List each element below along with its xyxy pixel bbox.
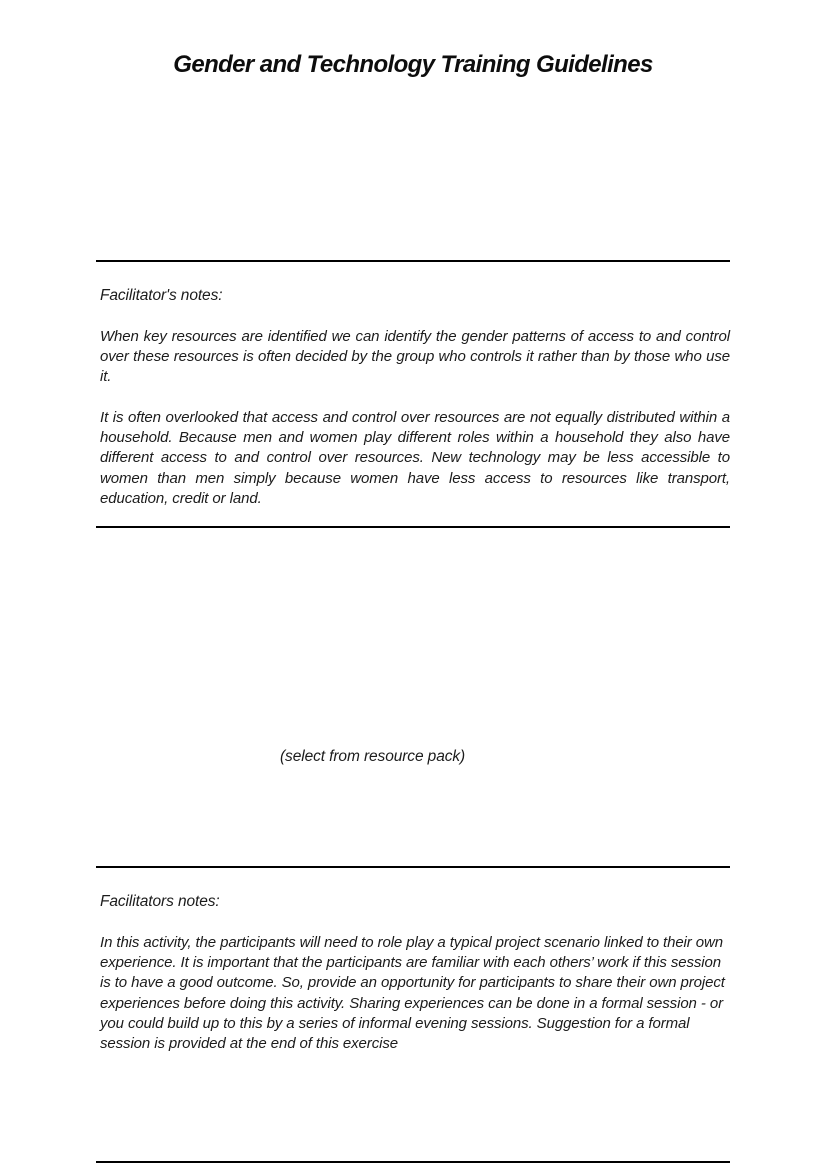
horizontal-rule-middle-upper	[96, 526, 730, 528]
horizontal-rule-middle-lower	[96, 866, 730, 868]
notes-paragraph-3: In this activity, the participants will need to role play a typical project scenario linked to their own experience. It is important that the participants are familiar with each others’ work if this session is to have a good outcome. So, provide an opportunity for participants to share their own project experiences before doing this activity. Sharing experiences can be done in a formal session - or you could build up to this by a series of informal evening sessions. Suggestion for a formal session is provided at the end of this exercise	[100, 934, 725, 1053]
notes-paragraph-1: When key resources are identified we can identify the gender patterns of access to and control over these resources is often decided by the group who controls it rather than by those who use it.	[100, 328, 730, 386]
notes-paragraph-2: It is often overlooked that access and control over resources are not equally distributed within a household. Because men and women play different roles within a household they also have different access to and control over resources. New technology may be less accessible to women than men simply because women have less access to resources like transport, education, credit or land.	[100, 409, 730, 507]
facilitators-notes-heading-1: Facilitator's notes:	[100, 287, 223, 304]
horizontal-rule-bottom	[96, 1161, 730, 1163]
resource-pack-note: (select from resource pack)	[280, 748, 466, 765]
horizontal-rule-top	[96, 260, 730, 262]
document-title: Gender and Technology Training Guidelines	[173, 51, 653, 78]
facilitators-notes-heading-2: Facilitators notes:	[100, 893, 220, 910]
